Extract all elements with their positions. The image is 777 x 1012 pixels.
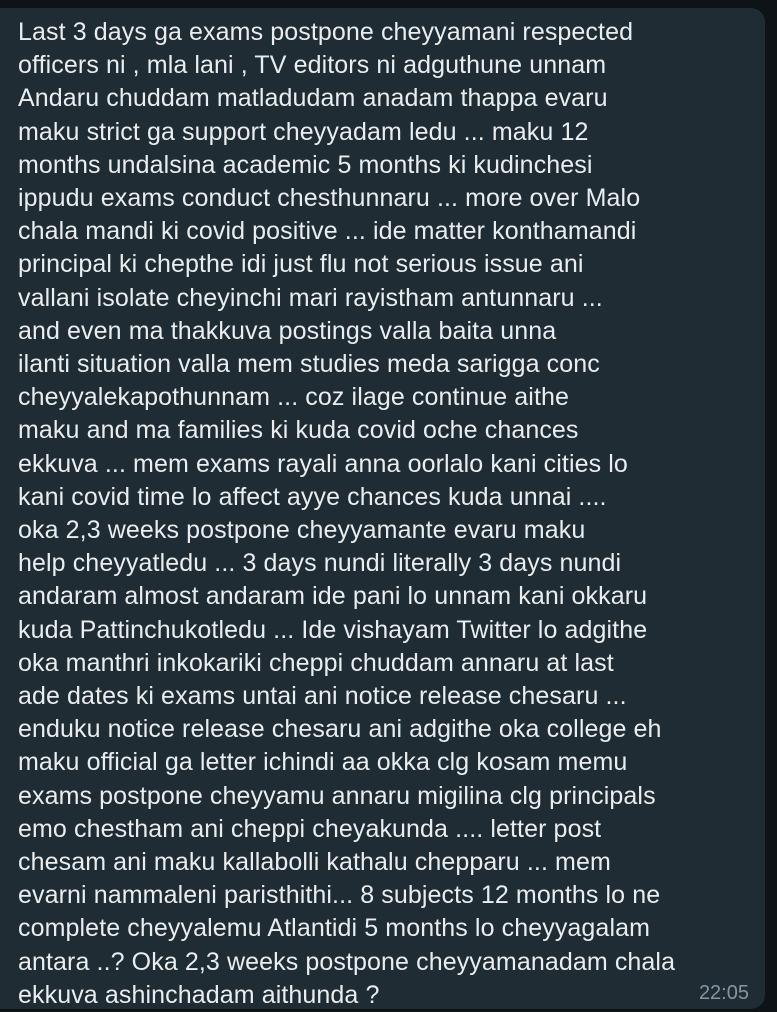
message-line: enduku notice release chesaru ani adgithe oka college eh — [18, 715, 662, 744]
message-line: maku strict ga support cheyyadam ledu ... maku 12 — [18, 117, 589, 146]
message-timestamp: 22:05 — [698, 982, 749, 1004]
message-line: ilanti situation valla mem studies meda sarigga conc — [18, 350, 600, 379]
message-line: Last 3 days ga exams postpone cheyyamani respected — [18, 18, 634, 46]
message-line: and even ma thakkuva postings valla baita unna — [18, 316, 557, 345]
message-line: ekkuva ashinchadam aithunda ? — [18, 980, 380, 1009]
message-line: complete cheyyalemu Atlantidi 5 months lo cheyyagalam — [18, 914, 651, 943]
message-line: ade dates ki exams untai ani notice release chesaru ... — [18, 682, 627, 711]
message-line: maku official ga letter ichindi aa okka clg kosam memu — [18, 748, 628, 777]
message-line: andaram almost andaram ide pani lo unnam kani okkaru — [18, 582, 648, 611]
message-line: cheyyalekapothunnam ... coz ilage continue aithe — [18, 383, 569, 412]
message-line: maku and ma families ki kuda covid oche chances — [18, 416, 579, 445]
message-line: Andaru chuddam matladudam anadam thappa evaru — [18, 84, 608, 113]
message-line: kuda Pattinchukotledu ... Ide vishayam Twitter lo adgithe — [18, 615, 648, 644]
message-line: months undalsina academic 5 months ki kudinchesi — [18, 150, 593, 179]
message-line: chesam ani maku kallabolli kathalu chepparu ... mem — [18, 848, 611, 877]
message-line: ippudu exams conduct chesthunnaru ... more over Malo — [18, 184, 641, 213]
message-line: antara ..? Oka 2,3 weeks postpone cheyyamanadam chala — [18, 947, 676, 976]
message-line: vallani isolate cheyinchi mari rayistham antunnaru ... — [18, 283, 603, 312]
message-line: oka 2,3 weeks postpone cheyyamante evaru maku — [18, 516, 586, 545]
message-line: help cheyyatledu ... 3 days nundi literally 3 days nundi — [18, 549, 622, 578]
message-line: officers ni , mla lani , TV editors ni adguthune unnam — [18, 51, 607, 80]
message-line: oka manthri inkokariki cheppi chuddam annaru at last — [18, 648, 614, 677]
message-line: emo chestham ani cheppi cheyakunda .... letter post — [18, 814, 602, 843]
message-line: exams postpone cheyyamu annaru migilina clg principals — [18, 781, 656, 810]
message-line: evarni nammaleni paristhithi... 8 subjects 12 months lo ne — [18, 881, 661, 910]
message-line: ekkuva ... mem exams rayali anna oorlalo kani cities lo — [18, 449, 628, 478]
message-text — [18, 16, 765, 1012]
message-line: chala mandi ki covid positive ... ide matter konthamandi — [18, 217, 637, 246]
message-line: principal ki chepthe idi just flu not serious issue ani — [18, 250, 584, 279]
message-line: kani covid time lo affect ayye chances kuda unnai .... — [18, 482, 607, 511]
message-bubble[interactable] — [0, 8, 765, 1009]
